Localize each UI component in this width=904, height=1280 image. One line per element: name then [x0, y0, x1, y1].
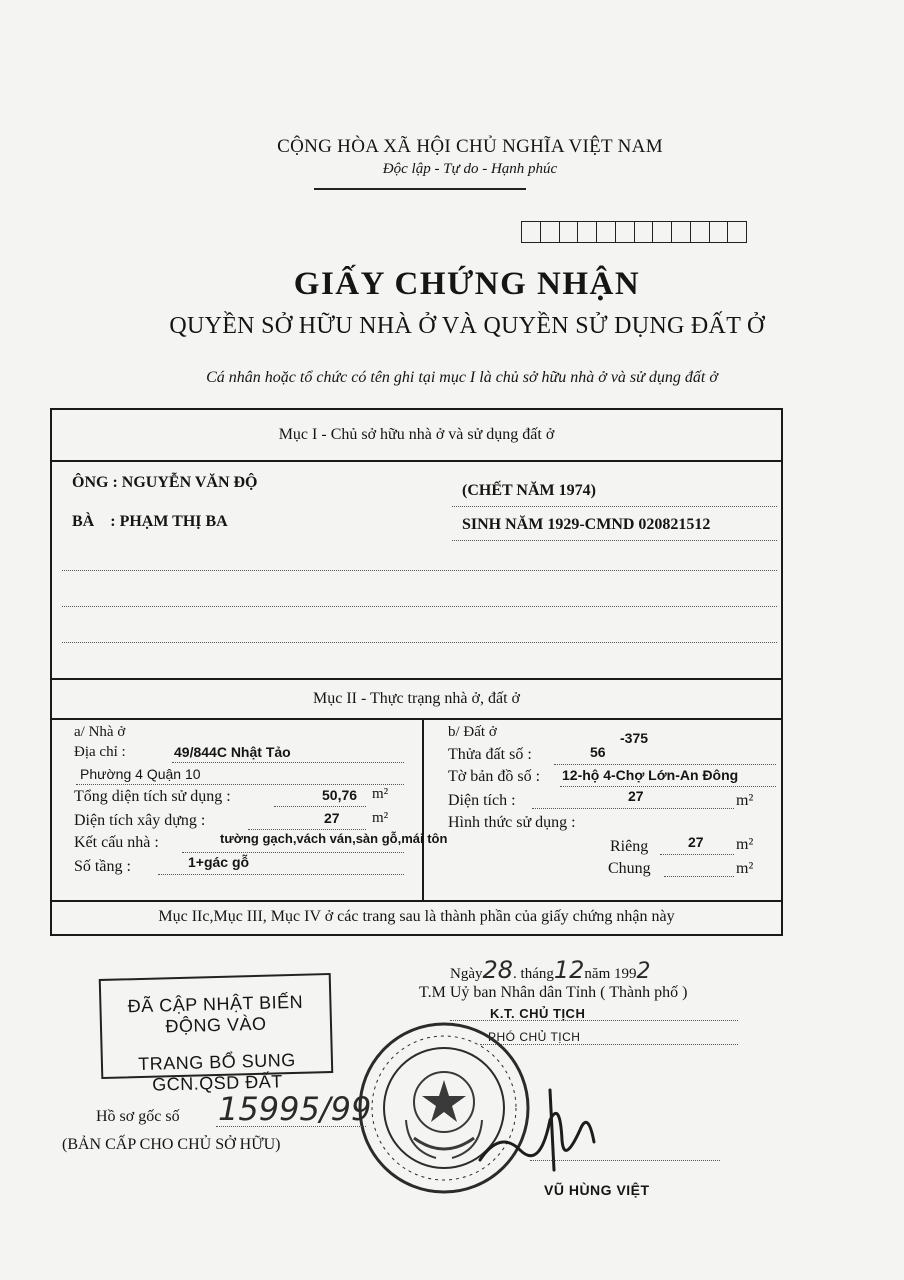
dotted-line	[660, 854, 734, 855]
total-area-value: 50,76	[322, 787, 358, 803]
owner-prefix: ÔNG : NGUYỄN VĂN ĐỘ	[72, 474, 258, 491]
column-divider	[422, 718, 424, 900]
private-value: 27	[688, 834, 704, 850]
dotted-line	[560, 786, 776, 787]
stamp-line-2: TRANG BỔ SUNG GCN.QSD ĐẤT	[137, 1049, 296, 1095]
dotted-line	[62, 606, 777, 607]
file-number-value: 15995/99	[218, 1090, 372, 1128]
total-area-label: Tổng diện tích sử dụng :	[74, 788, 231, 805]
built-area-label: Diện tích xây dựng :	[74, 812, 206, 829]
file-number-label: Hồ sơ gốc số	[96, 1108, 180, 1125]
signature-icon	[470, 1070, 610, 1180]
unit: m²	[372, 810, 389, 826]
dotted-line	[248, 829, 366, 830]
dotted-line	[62, 642, 777, 643]
land-code: -375	[620, 730, 649, 746]
dotted-line	[76, 784, 404, 785]
dotted-line	[664, 876, 734, 877]
shared-label: Chung	[608, 860, 651, 877]
owner-note: (CHẾT NĂM 1974)	[462, 482, 596, 499]
structure-label: Kết cấu nhà :	[74, 834, 159, 851]
stamp-line-1: ĐÃ CẬP NHẬT BIẾN ĐỘNG VÀO	[127, 991, 304, 1037]
unit: m²	[736, 860, 754, 877]
role-vice-chairman: PHÓ CHỦ TỊCH	[488, 1030, 581, 1044]
serial-number-boxes	[521, 221, 747, 243]
map-value: 12-hộ 4-Chợ Lớn-An Đông	[562, 767, 739, 783]
copy-note: (BẢN CẤP CHO CHỦ SỞ HỮU)	[62, 1136, 281, 1153]
footer-note: Mục IIc,Mục III, Mục IV ở các trang sau là thành phần của giấy chứng nhận này	[158, 908, 675, 925]
map-label: Tờ bản đồ số :	[448, 768, 541, 785]
land-label: b/ Đất ở	[448, 724, 497, 740]
owner-prefix: BÀ : PHẠM THỊ BA	[72, 513, 228, 530]
motto-underline	[314, 188, 526, 190]
divider	[52, 718, 781, 720]
floors-label: Số tầng :	[74, 858, 131, 875]
certificate-table	[50, 408, 783, 936]
dotted-line	[158, 874, 404, 875]
address-label: Địa chỉ :	[74, 744, 126, 760]
date-year-digit: 2	[636, 959, 651, 984]
unit: m²	[736, 792, 754, 809]
land-area-label: Diện tích :	[448, 792, 516, 809]
divider	[52, 460, 781, 462]
intro-text: Cá nhân hoặc tổ chức có tên ghi tại mục I là chủ sở hữu nhà ở và sử dụng đất ở	[206, 369, 718, 386]
nation-title: CỘNG HÒA XÃ HỘI CHỦ NGHĨA VIỆT NAM	[277, 136, 663, 157]
dotted-line	[452, 540, 777, 541]
section2-heading: Mục II - Thực trạng nhà ở, đất ở	[312, 690, 520, 707]
update-stamp	[99, 973, 334, 1095]
signer-name: VŨ HÙNG VIỆT	[544, 1182, 650, 1198]
owner-note: SINH NĂM 1929-CMND 020821512	[462, 516, 711, 533]
dotted-line	[172, 762, 404, 763]
plot-label: Thửa đất số :	[448, 746, 532, 763]
document-title: GIẤY CHỨNG NHẬN	[293, 266, 641, 302]
plot-value: 56	[590, 744, 606, 760]
dotted-line	[62, 570, 777, 571]
date-line: Ngày28. tháng12năm 1992	[450, 956, 651, 984]
dotted-line	[452, 506, 777, 507]
address-value-2: Phường 4 Quận 10	[80, 766, 201, 782]
usage-label: Hình thức sử dụng :	[448, 814, 576, 831]
structure-value: tường gạch,vách ván,sàn gỗ,mái tôn	[220, 831, 448, 846]
date-day: 28	[482, 956, 514, 984]
dotted-line	[554, 764, 776, 765]
unit: m²	[736, 836, 754, 853]
document-subtitle: QUYỀN SỞ HỮU NHÀ Ở VÀ QUYỀN SỬ DỤNG ĐẤT Ở	[169, 313, 765, 339]
dotted-line	[532, 808, 734, 809]
date-month: 12	[553, 956, 585, 984]
divider	[52, 900, 781, 902]
dotted-line	[530, 1160, 720, 1161]
dotted-line	[216, 1126, 366, 1127]
house-label: a/ Nhà ở	[74, 724, 126, 740]
divider	[52, 678, 781, 680]
unit: m²	[372, 786, 389, 802]
dotted-line	[274, 806, 366, 807]
role-kt-chairman: K.T. CHỦ TỊCH	[490, 1006, 586, 1021]
land-area-value: 27	[628, 788, 644, 804]
dotted-line	[182, 852, 404, 853]
floors-value: 1+gác gỗ	[188, 854, 250, 870]
authority: T.M Uỷ ban Nhân dân Tỉnh ( Thành phố )	[419, 984, 688, 1001]
section1-heading: Mục I - Chủ sở hữu nhà ở và sử dụng đất ở	[278, 426, 555, 443]
private-label: Riêng	[610, 838, 649, 855]
built-area-value: 27	[324, 810, 340, 826]
address-value: 49/844C Nhật Tảo	[174, 744, 291, 760]
motto: Độc lập - Tự do - Hạnh phúc	[382, 161, 558, 177]
